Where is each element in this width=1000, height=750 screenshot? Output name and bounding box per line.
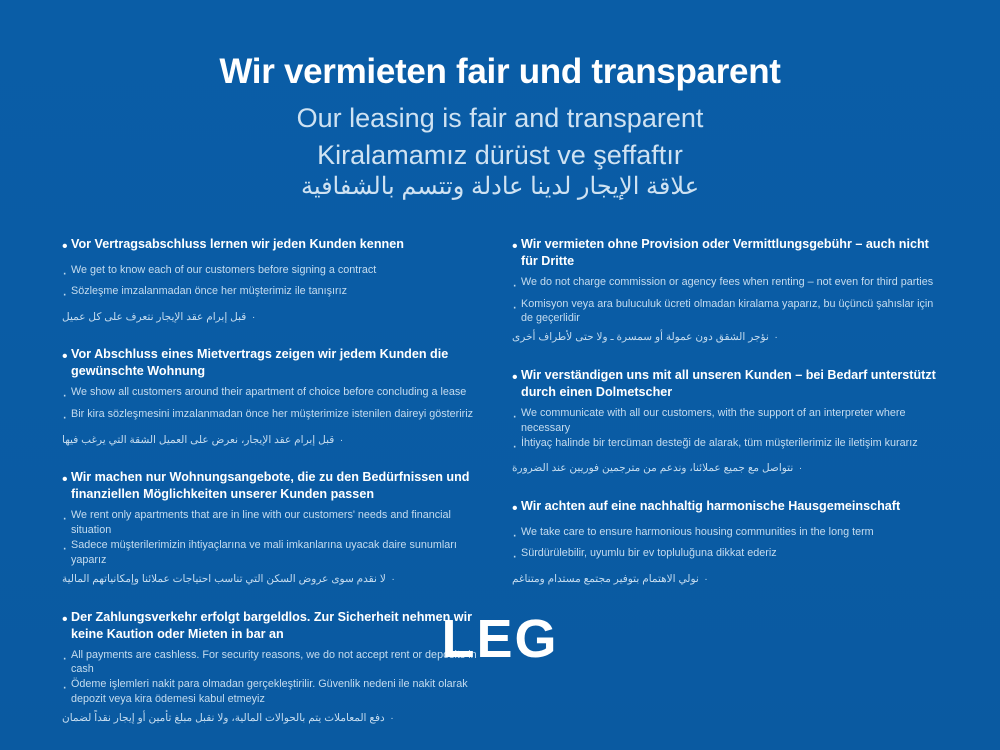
bullet-icon: · [512, 548, 518, 566]
bullet-icon: • [62, 471, 68, 489]
item-english: All payments are cashless. For security reasons, we do not accept rent or deposits in cash [71, 648, 477, 676]
bullet-icon: · [251, 310, 256, 323]
bullet-icon: · [62, 409, 68, 427]
bullet-icon: • [512, 369, 518, 387]
bullet-icon: · [512, 437, 518, 455]
bullet-icon: · [391, 572, 395, 585]
item-english: We take care to ensure harmonious housing communities in the long term [521, 525, 874, 538]
item-turkish: Ödeme işlemleri nakit para olmadan gerçekleştirilir. Güvenlik nedeni ile nakit olarak depozit veya kira ödemesi kabul etmeyiz [71, 678, 468, 706]
item-german: Vor Vertragsabschluss lernen wir jeden Kunden kennen [71, 237, 404, 251]
list-item [62, 236, 492, 324]
bullet-icon: · [512, 277, 518, 294]
logo [0, 608, 1000, 670]
bullet-icon: • [62, 348, 68, 366]
bullet-icon: · [798, 462, 803, 475]
item-german: Vor Abschluss eines Mietvertrags zeigen wir jedem Kunden die gewünschte Wohnung [71, 347, 449, 379]
item-turkish: Sözleşme imzalanmadan önce her müşterimiz ile tanışırız [71, 285, 348, 298]
item-english: We communicate with all our customers, with the support of an interpreter where necessary [521, 407, 906, 434]
item-arabic: نولي الاهتمام بتوفير مجتمع مستدام ومتناغم [512, 572, 699, 585]
heading-english: Our leasing is fair and transparent [296, 103, 704, 134]
heading-arabic: علاقة الإيجار لدينا عادلة وتتسم بالشفافية [300, 173, 700, 201]
heading-german: Wir vermieten fair und transparent [219, 52, 781, 91]
bullet-icon: · [62, 510, 68, 528]
item-turkish: Sadece müşterilerimizin ihtiyaçlarına ve mali imkanlarına uyacak daire sunumları yaparız [71, 539, 457, 567]
list-item [512, 236, 942, 345]
list-item [512, 367, 942, 476]
bullet-icon: · [774, 331, 778, 344]
item-turkish: Komisyon veya ara buluculuk ücreti olmadan kiralama yaparız, bu üçüncü şahıslar için de geçerlidir [521, 297, 934, 325]
right-column [512, 236, 942, 748]
item-german: Wir machen nur Wohnungsangebote, die zu den Bedürfnissen und finanziellen Möglichkeiten unserer Kunden passen [71, 470, 470, 502]
bullet-icon: · [62, 387, 68, 405]
list-item [512, 498, 942, 586]
item-arabic: قبل إبرام عقد الإيجار نتعرف على كل عميل [62, 310, 247, 323]
heading-turkish: Kiralamamız dürüst ve şeffaftır [317, 139, 683, 170]
item-arabic: نؤجر الشقق دون عمولة أو سمسرة ـ ولا حتى لأطراف أخرى [512, 331, 769, 344]
item-english: We show all customers around their apartment of choice before concluding a lease [71, 386, 467, 399]
bullet-icon: · [62, 540, 68, 558]
bullet-icon: · [512, 526, 518, 544]
bullet-icon: · [390, 712, 394, 725]
item-german: Wir achten auf eine nachhaltig harmonische Hausgemeinschaft [521, 499, 901, 514]
item-arabic: لا نقدم سوى عروض السكن التي تناسب احتياجات عملائنا وإمكانياتهم المالية [62, 572, 386, 585]
item-turkish: Bir kira sözleşmesini imzalanmadan önce her müşterimize istenilen daireyi gösteririz [71, 408, 474, 421]
logo-text: LEG [441, 609, 559, 669]
item-english: We get to know each of our customers before signing a contract [71, 263, 377, 276]
bullet-icon: · [704, 572, 708, 585]
bullet-icon: • [512, 500, 518, 518]
left-column [62, 236, 492, 748]
bullet-icon: · [512, 408, 518, 426]
item-turkish: İhtiyaç halinde bir tercüman desteği de alarak, tüm müşterilerimiz ile iletişim kurarız [521, 436, 918, 449]
item-german: Der Zahlungsverkehr erfolgt bargeldlos. Zur Sicherheit nehmen wir keine Kaution oder Mieten in bar an [71, 609, 472, 641]
item-german: Wir verständigen uns mit all unseren Kunden – bei Bedarf unterstützt durch einen Dolmetscher [521, 368, 936, 400]
item-arabic: دفع المعاملات يتم بالحوالات المالية، ولا نقبل مبلغ تأمين أو إيجار نقداً لضمان [62, 712, 385, 725]
bullet-icon: · [62, 679, 68, 697]
content-columns [0, 236, 1000, 748]
bullet-icon: • [512, 238, 518, 255]
item-english: We rent only apartments that are in line with our customers' needs and financial situation [71, 509, 451, 537]
bullet-icon: • [62, 238, 68, 255]
item-german: Wir vermieten ohne Provision oder Vermittlungsgebühr – auch nicht für Dritte [521, 237, 929, 268]
item-english: We do not charge commission or agency fees when renting – not even for third parties [521, 276, 934, 288]
heading-group [0, 0, 1000, 202]
list-item [62, 346, 492, 447]
bullet-icon: · [62, 286, 68, 304]
bullet-icon: · [512, 298, 518, 316]
item-turkish: Sürdürülebilir, uyumlu bir ev topluluğuna dikkat ederiz [521, 547, 777, 560]
list-item [62, 469, 492, 586]
bullet-icon: · [62, 264, 68, 282]
item-arabic: نتواصل مع جميع عملائنا، وندعم من مترجمين فوريين عند الضرورة [512, 462, 794, 475]
bullet-icon: • [62, 610, 68, 628]
bullet-icon: · [339, 433, 344, 446]
bullet-icon: · [62, 649, 68, 667]
item-arabic: قبل إبرام عقد الإيجار، نعرض على العميل الشقة التي يرغب فيها [62, 433, 335, 446]
